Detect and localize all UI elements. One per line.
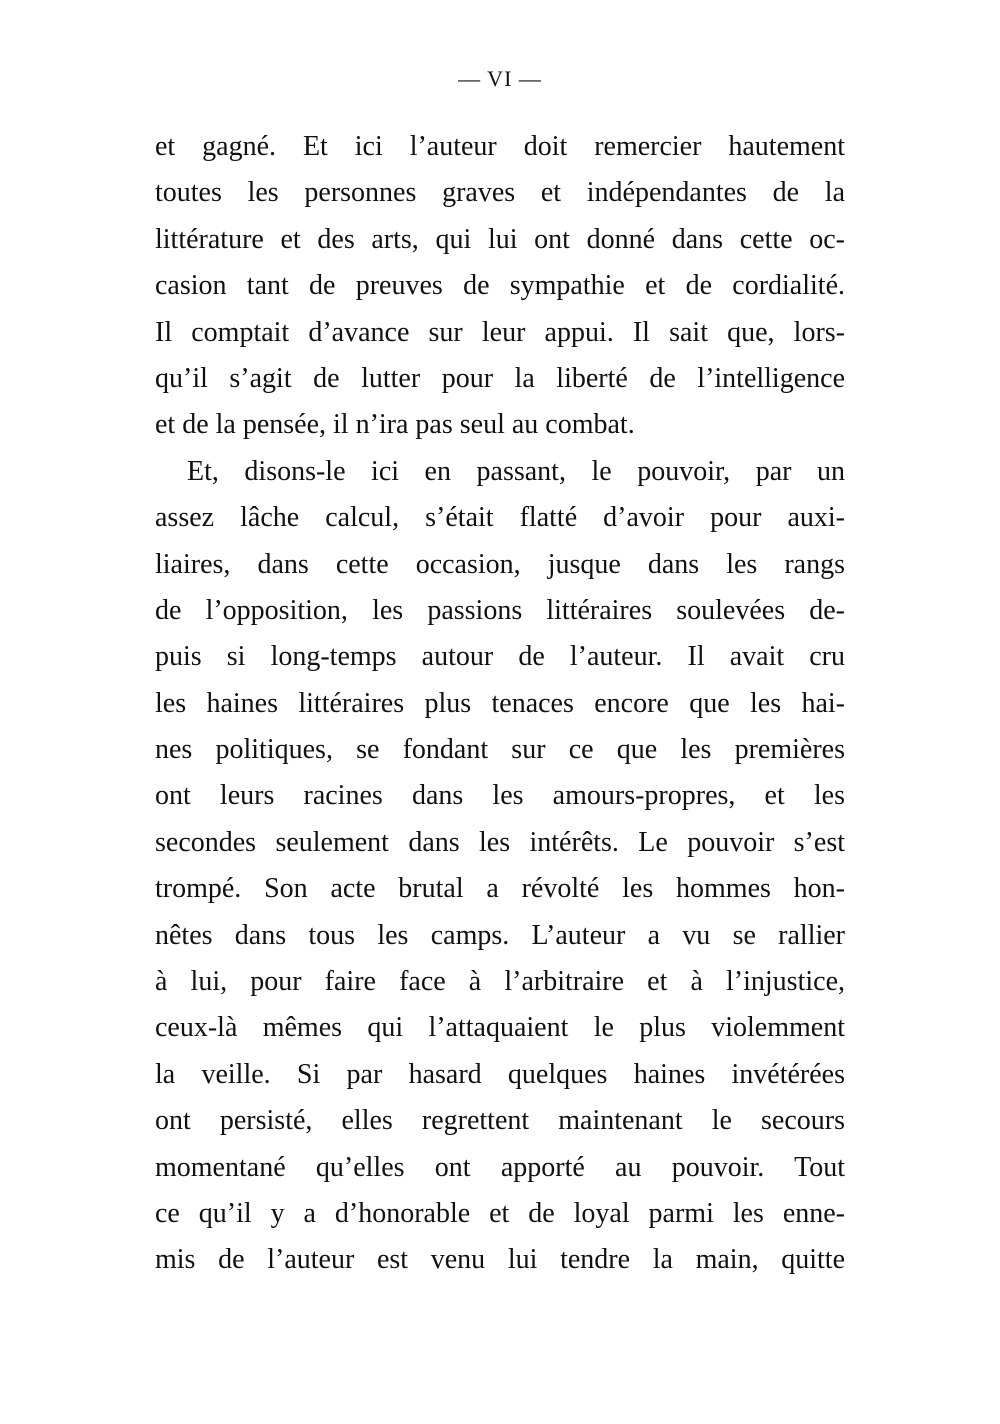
- text-line: la veille. Si par hasard quelques haines invétérées: [155, 1058, 845, 1090]
- text-line: casion tant de preuves de sympathie et de cordialité.: [155, 270, 845, 302]
- text-line: ce qu’il y a d’honorable et de loyal parmi les enne-: [155, 1197, 845, 1229]
- text-line: mis de l’auteur est venu lui tendre la main, quitte: [155, 1244, 845, 1276]
- text-line: ont persisté, elles regrettent maintenant le secours: [155, 1105, 845, 1137]
- text-line: littérature et des arts, qui lui ont donné dans cette oc-: [155, 223, 845, 255]
- text-line: et de la pensée, il n’ira pas seul au combat.: [155, 409, 635, 441]
- text-line: et gagné. Et ici l’auteur doit remercier hautement: [155, 131, 845, 162]
- page-number: — VI —: [458, 66, 542, 91]
- text-line: de l’opposition, les passions littéraires soulevées de-: [155, 594, 845, 626]
- text-line: momentané qu’elles ont apporté au pouvoir. Tout: [155, 1151, 845, 1183]
- text-line: puis si long-temps autour de l’auteur. Il avait cru: [155, 641, 845, 673]
- text-line: assez lâche calcul, s’était flatté d’avoir pour auxi-: [155, 502, 845, 534]
- text-line: toutes les personnes graves et indépendantes de la: [155, 177, 845, 209]
- text-line: à lui, pour faire face à l’arbitraire et à l’injustice,: [155, 966, 845, 998]
- text-line: les haines littéraires plus tenaces encore que les hai-: [155, 687, 845, 719]
- text-line: nes politiques, se fondant sur ce que les premières: [155, 734, 845, 766]
- text-line: secondes seulement dans les intérêts. Le pouvoir s’est: [155, 826, 845, 858]
- body-text: [155, 124, 845, 1284]
- text-line: trompé. Son acte brutal a révolté les hommes hon-: [155, 873, 845, 905]
- text-line: qu’il s’agit de lutter pour la liberté de l’intelligence: [155, 362, 845, 394]
- text-line: nêtes dans tous les camps. L’auteur a vu se rallier: [155, 919, 845, 951]
- text-line: ceux-là mêmes qui l’attaquaient le plus violemment: [155, 1012, 845, 1044]
- text-line: Il comptait d’avance sur leur appui. Il sait que, lors-: [155, 316, 845, 348]
- text-line: ont leurs racines dans les amours-propres, et les: [155, 780, 845, 812]
- text-line: Et, disons-le ici en passant, le pouvoir, par un: [187, 455, 845, 487]
- text-line: liaires, dans cette occasion, jusque dans les rangs: [155, 548, 845, 580]
